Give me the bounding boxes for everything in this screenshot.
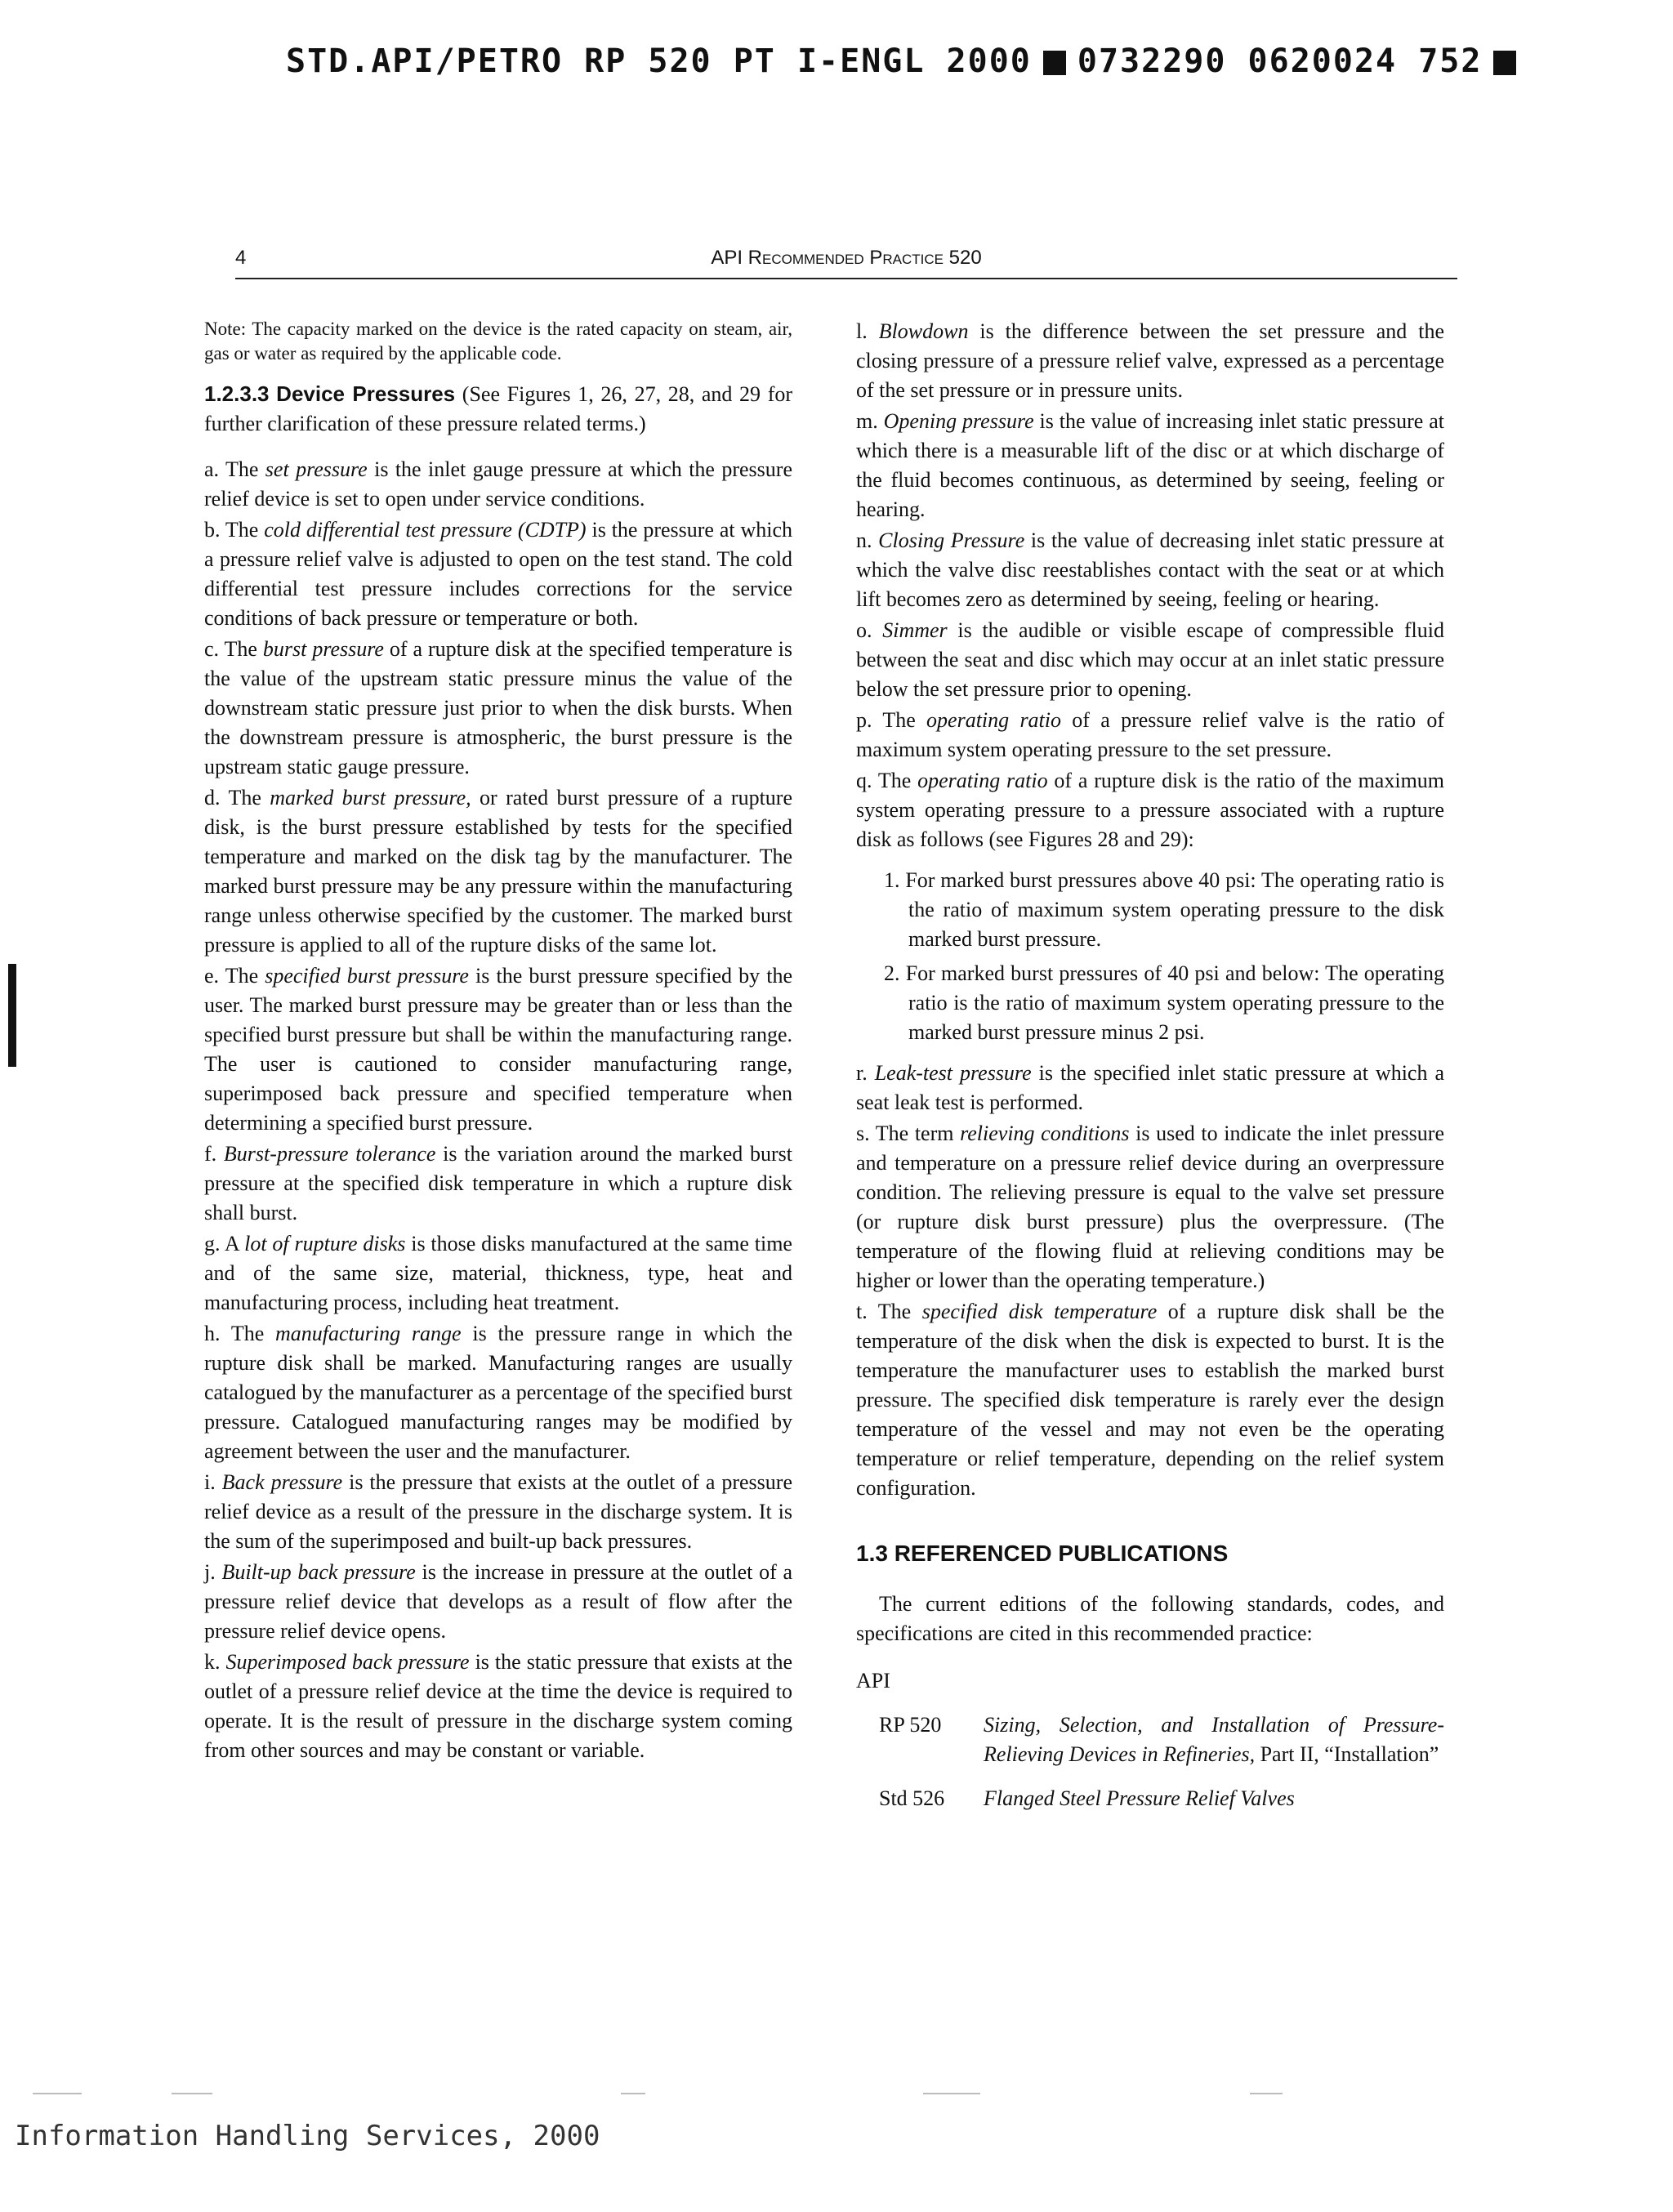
definition-item — [856, 317, 1444, 405]
defined-term: Simmer — [882, 618, 948, 642]
reference-description — [938, 1710, 1444, 1769]
defined-term: Built-up back pressure — [221, 1560, 416, 1584]
item-text: of a pressure relief valve is the ratio of maximum system operating pressure to the set pressure. — [856, 708, 1445, 761]
item-text: is the pressure range in which the rupture disk shall be marked. Manufacturing ranges are usually catalogued by the manufacturer as a percentage of the specified burst pressure. Catalogued manufacturing ranges may be modified by agreement between the user and the manufacturer. — [204, 1322, 793, 1463]
defined-term: manufacturing range — [275, 1322, 462, 1345]
definition-item — [204, 455, 792, 514]
defined-term: Leak-test pressure — [874, 1061, 1032, 1085]
item-label: n. — [856, 528, 879, 552]
item-text: The — [230, 1322, 276, 1345]
scan-artifact — [33, 2093, 82, 2094]
subitem-label: 2. — [884, 961, 906, 985]
document-id-header — [286, 42, 1511, 91]
item-text: is the specified inlet static pressure at which a seat leak test is performed. — [856, 1061, 1444, 1114]
running-head — [235, 242, 1457, 279]
item-text: of a rupture disk at the specified temperature is the value of the upstream static pressure minus the value of the downstream static pressure just prior to when the disk bursts. When the downstream pressure is atmospheric, the burst pressure is the upstream static gauge pressure. — [204, 637, 793, 778]
defined-term: Burst-pressure tolerance — [223, 1142, 436, 1166]
defined-term: specified burst pressure — [265, 964, 469, 988]
reference-title: Flanged Steel Pressure Relief Valves — [984, 1786, 1295, 1810]
item-text: is the pressure that exists at the outlet of a pressure relief device as a result of the pressure in the discharge system. It is the sum of the superimposed and built-up back pressures. — [204, 1470, 792, 1553]
defined-term: marked burst pressure, — [270, 786, 471, 809]
item-text: The — [877, 769, 918, 792]
scan-artifact — [923, 2093, 980, 2094]
scan-artifact — [621, 2093, 645, 2094]
item-text: A — [224, 1232, 245, 1255]
defined-term: Opening pressure — [883, 409, 1034, 433]
item-text: of a rupture disk shall be the temperature of the disk when the disk is expected to burst. It is the temperature the manufacturer uses to establish the marked burst pressure. The specified disk temperature is rarely ever the design temperature of the vessel and may not even be the operating temperature or relief temperature, depending on the relief system configuration. — [856, 1300, 1445, 1500]
subitem-text: For marked burst pressures of 40 psi and below: The operating ratio is the ratio of maximum system operating pressure to the marked burst pressure minus 2 psi. — [905, 961, 1444, 1044]
defined-term: operating ratio — [926, 708, 1062, 732]
operating-ratio-subitems — [856, 866, 1444, 1047]
reference-description — [938, 1784, 1444, 1813]
item-label: f. — [204, 1142, 224, 1166]
reference-group-label: API — [856, 1669, 890, 1692]
item-label: h. — [204, 1322, 231, 1345]
left-column — [204, 317, 792, 1767]
definition-item — [204, 783, 792, 960]
defined-term: Superimposed back pressure — [225, 1650, 470, 1674]
running-title: API Recommended Practice 520 — [711, 247, 982, 269]
item-label: r. — [856, 1061, 875, 1085]
item-text: The — [225, 457, 265, 481]
definition-item — [856, 766, 1444, 854]
item-text: The — [877, 1300, 922, 1323]
definition-item — [856, 407, 1444, 524]
definition-item — [204, 1468, 792, 1556]
item-label: m. — [856, 409, 884, 433]
definition-list-right — [856, 317, 1444, 854]
item-label: l. — [856, 319, 879, 343]
reference-code: Std 526 — [879, 1786, 945, 1810]
defined-term: Closing Pressure — [878, 528, 1025, 552]
definition-item — [204, 1139, 792, 1228]
defined-term: specified disk temperature — [921, 1300, 1158, 1323]
item-text: is the static pressure that exists at the outlet of a pressure relief device at the time the device is required to operate. It is the result of pressure in the discharge system coming from other sources and may be constant or variable. — [204, 1650, 792, 1762]
definition-item — [204, 1558, 792, 1646]
item-label: j. — [204, 1560, 222, 1584]
item-text: The — [882, 708, 927, 732]
definition-list-right-continued — [856, 1059, 1444, 1503]
document-code: STD.API/PETRO RP 520 PT I-ENGL 2000 — [286, 42, 1032, 80]
item-text: The — [224, 637, 263, 661]
definition-item — [204, 961, 792, 1138]
reference-row — [856, 1710, 1444, 1769]
item-text: The — [228, 786, 270, 809]
item-label: d. — [204, 786, 229, 809]
definition-item — [856, 1297, 1444, 1503]
reference-title: Sizing, Selection, and Installation of Pressure-Relieving Devices in Refineries, — [984, 1713, 1444, 1766]
defined-term: Back pressure — [221, 1470, 343, 1494]
item-label: t. — [856, 1300, 878, 1323]
item-label: k. — [204, 1650, 226, 1674]
definition-item — [856, 1119, 1444, 1296]
item-text: is the pressure at which a pressure relief valve is adjusted to open on the test stand. The cold differential test pressure includes corrections for the service conditions of back pressure or temperature or both. — [204, 518, 793, 630]
reference-suffix: Part II, “Installation” — [1255, 1742, 1439, 1766]
right-column — [856, 317, 1444, 1813]
definition-item — [856, 706, 1444, 765]
defined-term: operating ratio — [917, 769, 1048, 792]
item-text: is the difference between the set pressure and the closing pressure of a pressure relief valve, expressed as a percentage of the set pressure or in pressure units. — [856, 319, 1444, 402]
item-text: is the value of decreasing inlet static pressure at which the valve disc reestablishes contact with the seat or at which lift becomes zero as determined by seeing, feeling or hearing. — [856, 528, 1444, 611]
item-text: is the audible or visible escape of compressible fluid between the seat and disc which may occur at an inlet static pressure below the set pressure prior to opening. — [856, 618, 1445, 701]
footer-source: Information Handling Services, 2000 — [15, 2120, 600, 2152]
page-number: 4 — [235, 247, 247, 269]
reference-list — [856, 1710, 1444, 1813]
definition-item — [204, 635, 792, 782]
item-label: c. — [204, 637, 225, 661]
item-text: is the inlet gauge pressure at which the pressure relief device is set to open under service conditions. — [204, 457, 792, 511]
change-bar — [8, 964, 16, 1067]
definition-item — [204, 1648, 792, 1765]
item-label: a. — [204, 457, 225, 481]
item-label: o. — [856, 618, 883, 642]
item-text: is the increase in pressure at the outlet of a pressure relief device that develops as a result of flow after the pressure relief device opens. — [204, 1560, 792, 1643]
definition-item — [856, 616, 1444, 704]
section-1-2-3-3 — [204, 379, 792, 439]
item-label: s. — [856, 1122, 876, 1145]
capacity-note: Note: The capacity marked on the device is the rated capacity on steam, air, gas or water as required by the applicable code. — [204, 319, 792, 363]
item-label: e. — [204, 964, 225, 988]
scan-artifact — [172, 2093, 212, 2094]
item-label: q. — [856, 769, 878, 792]
item-label: b. — [204, 518, 225, 542]
section-number: 1.2.3.3 — [204, 381, 270, 406]
item-label: i. — [204, 1470, 222, 1494]
definition-item — [204, 515, 792, 633]
item-label: p. — [856, 708, 883, 732]
operating-ratio-subitem — [856, 959, 1444, 1047]
item-text: of a rupture disk is the ratio of the maximum system operating pressure to a pressure associated with a rupture disk as follows (see Figures 28 and 29): — [856, 769, 1445, 851]
scan-block-mark — [1043, 51, 1066, 75]
item-text: is the value of increasing inlet static pressure at which there is a measurable lift of the disc or at which discharge of the fluid becomes continuous, as determined by seeing, feeling or hearing. — [856, 409, 1444, 521]
document-numbers: 0732290 0620024 752 — [1077, 42, 1483, 80]
section-title: Device Pressures — [276, 381, 456, 406]
defined-term: cold differential test pressure (CDTP) — [264, 518, 587, 542]
defined-term: set pressure — [265, 457, 368, 481]
defined-term: burst pressure — [262, 637, 384, 661]
definition-item — [204, 1319, 792, 1466]
definition-item — [856, 1059, 1444, 1117]
item-text: The — [225, 518, 265, 542]
defined-term: Blowdown — [878, 319, 969, 343]
defined-term: lot of rupture disks — [244, 1232, 406, 1255]
scan-artifact — [1250, 2093, 1283, 2094]
defined-term: relieving conditions — [960, 1122, 1130, 1145]
definition-item — [204, 1229, 792, 1318]
definition-item — [856, 526, 1444, 614]
item-text: The — [225, 964, 265, 988]
item-text: is the burst pressure specified by the user. The marked burst pressure may be greater than or less than the specified burst pressure but shall be within the manufacturing range. The user is cautioned to consider manufacturing range, superimposed back pressure and specified temperature when determining a specified burst pressure. — [204, 964, 792, 1135]
section-intro: (See Figures 1, 26, 27, 28, and 29 for further clarification of these pressure related terms.) — [204, 382, 793, 435]
operating-ratio-subitem — [856, 866, 1444, 954]
item-text: is used to indicate the inlet pressure and temperature on a pressure relief device during an overpressure condition. The relieving pressure is equal to the valve set pressure (or rupture disk burst pressure) plus the overpressure. (The temperature of the flowing fluid at relieving conditions may be higher or lower than the operating temperature.) — [856, 1122, 1445, 1292]
reference-row — [856, 1784, 1444, 1813]
item-label: g. — [204, 1232, 225, 1255]
reference-code: RP 520 — [879, 1713, 942, 1737]
item-text: is those disks manufactured at the same time and of the same size, material, thickness, type, heat and manufacturing process, including heat treatment. — [204, 1232, 792, 1314]
referenced-publications-heading: 1.3 REFERENCED PUBLICATIONS — [856, 1541, 1229, 1566]
referenced-publications-intro: The current editions of the following standards, codes, and specifications are cited in this recommended practice: — [856, 1592, 1444, 1645]
subitem-label: 1. — [884, 868, 906, 892]
item-text: or rated burst pressure of a rupture disk, is the burst pressure established by tests for the specified temperature and marked on the disk tag by the manufacturer. The marked burst pressure may be any pressure within the manufacturing range unless otherwise specified by the customer. The marked burst pressure is applied to all of the rupture disks of the same lot. — [204, 786, 793, 957]
definition-list-left — [204, 455, 792, 1765]
scan-block-mark-end — [1493, 51, 1516, 75]
subitem-text: For marked burst pressures above 40 psi: The operating ratio is the ratio of maximum system operating pressure to the disk marked burst pressure. — [905, 868, 1444, 951]
item-text: The term — [875, 1122, 961, 1145]
item-text: is the variation around the marked burst pressure at the specified disk temperature in which a rupture disk shall burst. — [204, 1142, 792, 1224]
